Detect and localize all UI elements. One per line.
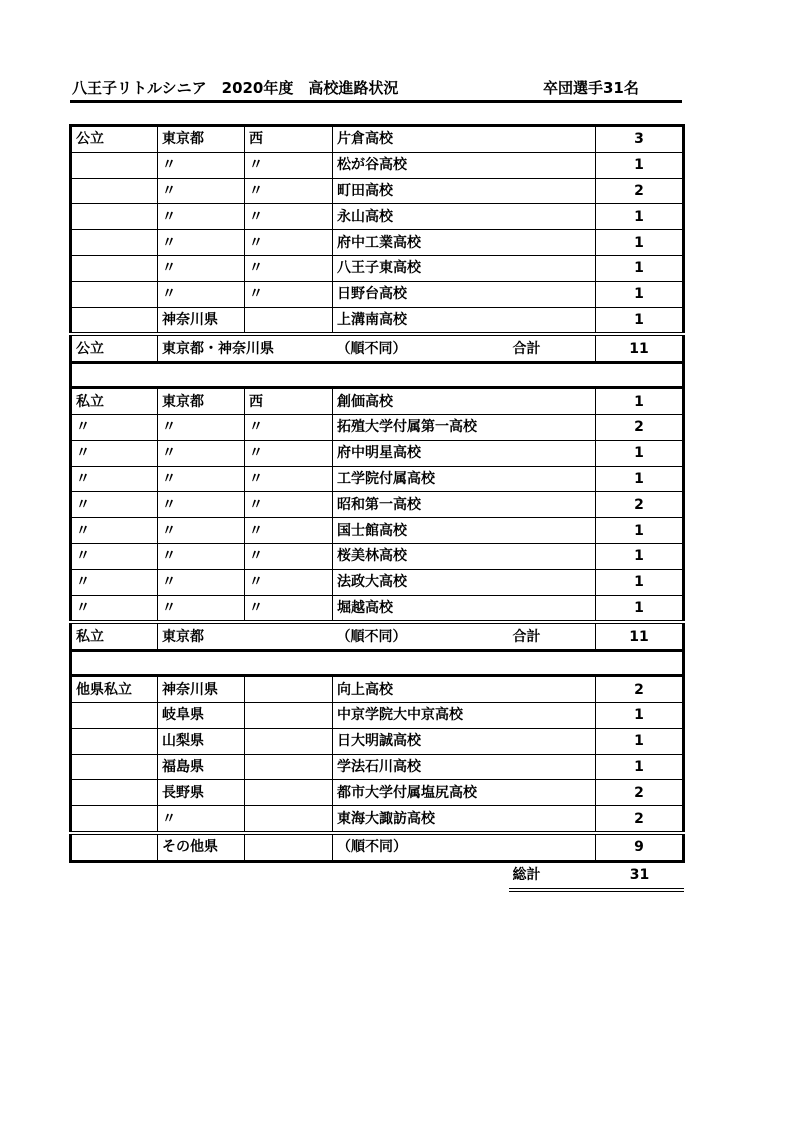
spacer-row: [71, 363, 684, 388]
prefecture-cell: 〃: [158, 230, 245, 256]
prefecture-cell: 〃: [158, 414, 245, 440]
prefecture-cell: 〃: [158, 492, 245, 518]
table-row: [71, 307, 684, 334]
prefecture-cell: 〃: [158, 204, 245, 230]
page-header: [70, 74, 682, 103]
school-type-cell: [71, 780, 158, 806]
page-title: 八王子リトルシニア 2020年度 高校進路状況: [72, 79, 399, 97]
subtotal-row: [71, 622, 684, 650]
summary-prefecture-cell: 東京都: [158, 622, 333, 650]
table-row: [71, 178, 684, 204]
table-row: [71, 728, 684, 754]
count-cell: 1: [596, 388, 684, 415]
school-type-cell: [71, 204, 158, 230]
graduates-count: 卒団選手31名: [543, 79, 639, 97]
area-cell: 〃: [245, 440, 333, 466]
table-row: [71, 806, 684, 833]
summary-type-cell: [71, 833, 158, 861]
school-name-cell: 法政大高校: [333, 569, 596, 595]
school-name-cell: 創価高校: [333, 388, 596, 415]
prefecture-cell: 福島県: [158, 754, 245, 780]
prefecture-cell: 〃: [158, 466, 245, 492]
subtotal-label-cell: 合計: [509, 622, 596, 650]
area-cell: 〃: [245, 466, 333, 492]
school-type-cell: 〃: [71, 414, 158, 440]
count-cell: 1: [596, 152, 684, 178]
prefecture-cell: 〃: [158, 281, 245, 307]
table-row: [71, 780, 684, 806]
area-cell: 〃: [245, 255, 333, 281]
area-cell: 〃: [245, 281, 333, 307]
school-type-cell: 〃: [71, 543, 158, 569]
prefecture-cell: 〃: [158, 255, 245, 281]
count-cell: 1: [596, 281, 684, 307]
area-cell: [245, 676, 333, 703]
area-cell: [245, 307, 333, 334]
summary-note-cell: （順不同）: [333, 833, 596, 861]
count-cell: 1: [596, 440, 684, 466]
summary-type-cell: 公立: [71, 334, 158, 362]
prefecture-cell: 東京都: [158, 126, 245, 153]
school-name-cell: 学法石川高校: [333, 754, 596, 780]
table-row: [71, 388, 684, 415]
prefecture-cell: 〃: [158, 178, 245, 204]
summary-prefecture-cell: 東京都・神奈川県: [158, 334, 333, 362]
grand-total-row: [71, 861, 684, 889]
school-type-cell: 〃: [71, 440, 158, 466]
summary-type-cell: 私立: [71, 622, 158, 650]
count-cell: 2: [596, 414, 684, 440]
prefecture-cell: 神奈川県: [158, 676, 245, 703]
table-row: [71, 466, 684, 492]
area-cell: [245, 806, 333, 833]
table-row: [71, 518, 684, 544]
table-row: [71, 676, 684, 703]
count-cell: 3: [596, 126, 684, 153]
prefecture-cell: 岐阜県: [158, 702, 245, 728]
school-name-cell: 都市大学付属塩尻高校: [333, 780, 596, 806]
school-type-cell: 〃: [71, 569, 158, 595]
school-type-cell: [71, 152, 158, 178]
school-type-cell: [71, 178, 158, 204]
spacer-row: [71, 651, 684, 676]
school-type-cell: 私立: [71, 388, 158, 415]
count-cell: 1: [596, 728, 684, 754]
school-name-cell: 日大明誠高校: [333, 728, 596, 754]
table-row: [71, 492, 684, 518]
table-row: [71, 126, 684, 153]
area-cell: [245, 780, 333, 806]
school-type-cell: 〃: [71, 595, 158, 622]
count-cell: 2: [596, 178, 684, 204]
area-cell: [245, 728, 333, 754]
school-name-cell: 向上高校: [333, 676, 596, 703]
grand-total-count: 31: [596, 861, 684, 889]
school-name-cell: 国士館高校: [333, 518, 596, 544]
area-cell: 西: [245, 126, 333, 153]
prefecture-cell: 山梨県: [158, 728, 245, 754]
school-name-cell: 桜美林高校: [333, 543, 596, 569]
school-name-cell: 東海大諏訪高校: [333, 806, 596, 833]
prefecture-cell: 〃: [158, 595, 245, 622]
subtotal-count-cell: 9: [596, 833, 684, 861]
area-cell: 〃: [245, 518, 333, 544]
grand-total-label: 総計: [509, 861, 596, 889]
school-name-cell: 永山高校: [333, 204, 596, 230]
table-row: [71, 230, 684, 256]
school-type-cell: [71, 728, 158, 754]
area-cell: [245, 702, 333, 728]
table-row: [71, 204, 684, 230]
school-type-cell: 他県私立: [71, 676, 158, 703]
area-cell: 〃: [245, 543, 333, 569]
count-cell: 1: [596, 230, 684, 256]
count-cell: 1: [596, 569, 684, 595]
count-cell: 1: [596, 204, 684, 230]
summary-note-cell: （順不同）: [333, 334, 509, 362]
count-cell: 1: [596, 543, 684, 569]
area-cell: 〃: [245, 152, 333, 178]
table-row: [71, 152, 684, 178]
area-cell: 〃: [245, 595, 333, 622]
table-row: [71, 281, 684, 307]
count-cell: 1: [596, 754, 684, 780]
count-cell: 1: [596, 518, 684, 544]
spacer-cell: [71, 651, 684, 676]
area-cell: [245, 754, 333, 780]
school-type-cell: [71, 702, 158, 728]
table-row: [71, 543, 684, 569]
table-row: [71, 414, 684, 440]
count-cell: 2: [596, 492, 684, 518]
school-name-cell: 町田高校: [333, 178, 596, 204]
prefecture-cell: 〃: [158, 543, 245, 569]
summary-area-cell: [245, 833, 333, 861]
prefecture-cell: 〃: [158, 518, 245, 544]
school-type-cell: [71, 281, 158, 307]
school-name-cell: 昭和第一高校: [333, 492, 596, 518]
area-cell: 〃: [245, 204, 333, 230]
area-cell: 〃: [245, 178, 333, 204]
prefecture-cell: 〃: [158, 440, 245, 466]
school-type-cell: [71, 754, 158, 780]
school-name-cell: 府中工業高校: [333, 230, 596, 256]
count-cell: 2: [596, 806, 684, 833]
school-name-cell: 松が谷高校: [333, 152, 596, 178]
table-row: [71, 255, 684, 281]
school-type-cell: 公立: [71, 126, 158, 153]
school-name-cell: 片倉高校: [333, 126, 596, 153]
prefecture-cell: 長野県: [158, 780, 245, 806]
school-type-cell: 〃: [71, 492, 158, 518]
career-table: [69, 124, 685, 892]
prefecture-cell: 神奈川県: [158, 307, 245, 334]
table-row: [71, 569, 684, 595]
table-row: [71, 440, 684, 466]
school-name-cell: 日野台高校: [333, 281, 596, 307]
count-cell: 1: [596, 702, 684, 728]
subtotal-count-cell: 11: [596, 334, 684, 362]
subtotal-count-cell: 11: [596, 622, 684, 650]
school-name-cell: 府中明星高校: [333, 440, 596, 466]
school-name-cell: 中京学院大中京高校: [333, 702, 596, 728]
prefecture-cell: 東京都: [158, 388, 245, 415]
table-row: [71, 702, 684, 728]
subtotal-label-cell: 合計: [509, 334, 596, 362]
school-name-cell: 堀越高校: [333, 595, 596, 622]
area-cell: 〃: [245, 230, 333, 256]
school-name-cell: 八王子東高校: [333, 255, 596, 281]
table-row: [71, 754, 684, 780]
area-cell: 〃: [245, 569, 333, 595]
prefecture-cell: 〃: [158, 569, 245, 595]
subtotal-row: [71, 334, 684, 362]
summary-prefecture-cell: その他県: [158, 833, 245, 861]
count-cell: 2: [596, 676, 684, 703]
school-type-cell: [71, 806, 158, 833]
count-cell: 2: [596, 780, 684, 806]
school-type-cell: [71, 307, 158, 334]
school-name-cell: 工学院付属高校: [333, 466, 596, 492]
prefecture-cell: 〃: [158, 806, 245, 833]
area-cell: 西: [245, 388, 333, 415]
school-type-cell: [71, 255, 158, 281]
area-cell: 〃: [245, 492, 333, 518]
count-cell: 1: [596, 307, 684, 334]
spacer-cell: [71, 363, 684, 388]
area-cell: 〃: [245, 414, 333, 440]
school-type-cell: 〃: [71, 518, 158, 544]
school-type-cell: 〃: [71, 466, 158, 492]
prefecture-cell: 〃: [158, 152, 245, 178]
school-name-cell: 拓殖大学付属第一高校: [333, 414, 596, 440]
subtotal-row: [71, 833, 684, 861]
count-cell: 1: [596, 595, 684, 622]
count-cell: 1: [596, 255, 684, 281]
school-type-cell: [71, 230, 158, 256]
summary-note-cell: （順不同）: [333, 622, 509, 650]
school-name-cell: 上溝南高校: [333, 307, 596, 334]
table-row: [71, 595, 684, 622]
count-cell: 1: [596, 466, 684, 492]
grand-total-spacer: [71, 861, 509, 889]
